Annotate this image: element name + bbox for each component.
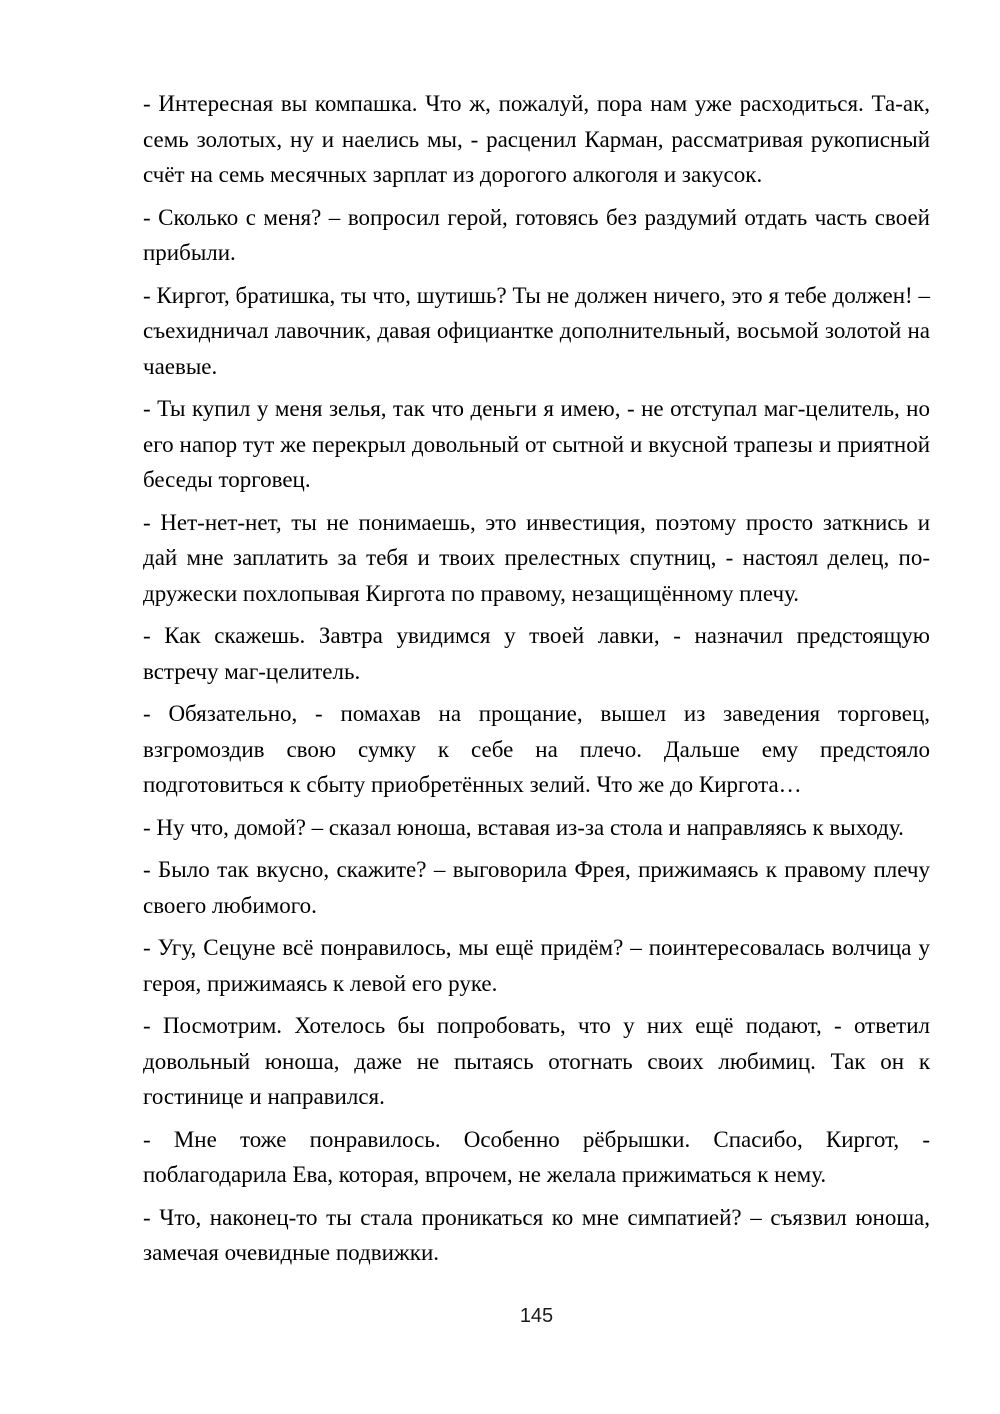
paragraph-7: - Обязательно, - помахав на прощание, вышел из заведения торговец, взгромоздив свою сумку к себе на плечо. Дальше ему предстояло подготовиться к сбыту приобретённых зелий. Что же до Киргота… xyxy=(143,701,930,797)
paragraph-11: - Посмотрим. Хотелось бы попробовать, что у них ещё подают, - ответил довольный юноша, даже не пытаясь отогнать своих любимиц. Так он к гостинице и направился. xyxy=(143,1013,930,1109)
paragraph-8: - Ну что, домой? – сказал юноша, вставая из-за стола и направляясь к выходу. xyxy=(143,814,904,840)
paragraph-5: - Нет-нет-нет, ты не понимаешь, это инвестиция, поэтому просто заткнись и дай мне заплатить за тебя и твоих прелестных спутниц, - настоял делец, по-дружески похлопывая Киргота по правому, незащищённому плечу. xyxy=(143,509,930,606)
body-text xyxy=(143,86,930,1278)
paragraph-4: - Ты купил у меня зелья, так что деньги я имею, - не отступал маг-целитель, но его напор тут же перекрыл довольный от сытной и вкусной трапезы и приятной беседы торговец. xyxy=(143,396,930,492)
paragraph-2: - Сколько с меня? – вопросил герой, готовясь без раздумий отдать часть своей прибыли. xyxy=(143,204,930,265)
paragraph-9: - Было так вкусно, скажите? – выговорила Фрея, прижимаясь к правому плечу своего любимого. xyxy=(143,857,930,918)
paragraph-12: - Мне тоже понравилось. Особенно рёбрышки. Спасибо, Киргот, - поблагодарила Ева, которая, впрочем, не желала прижиматься к нему. xyxy=(143,1126,930,1187)
paragraph-10: - Угу, Сецуне всё понравилось, мы ещё придём? – поинтересовалась волчица у героя, прижимаясь к левой его руке. xyxy=(143,935,930,996)
paragraph-6: - Как скажешь. Завтра увидимся у твоей лавки, - назначил предстоящую встречу маг-целитель. xyxy=(143,623,930,684)
paragraph-1: - Интересная вы компашка. Что ж, пожалуй, пора нам уже расходиться. Та-ак, семь золотых, ну и наелись мы, - расценил Карман, рассматривая рукописный счёт на семь месячных зарплат из дорогого алкоголя и закусок. xyxy=(143,91,930,187)
page-number: 145 xyxy=(519,1305,554,1327)
paragraph-3: - Киргот, братишка, ты что, шутишь? Ты не должен ничего, это я тебе должен! – съехидничал лавочник, давая официантке дополнительный, восьмой золотой на чаевые. xyxy=(143,282,930,379)
paragraph-13: - Что, наконец-то ты стала проникаться ко мне симпатией? – съязвил юноша, замечая очевидные подвижки. xyxy=(143,1204,930,1265)
